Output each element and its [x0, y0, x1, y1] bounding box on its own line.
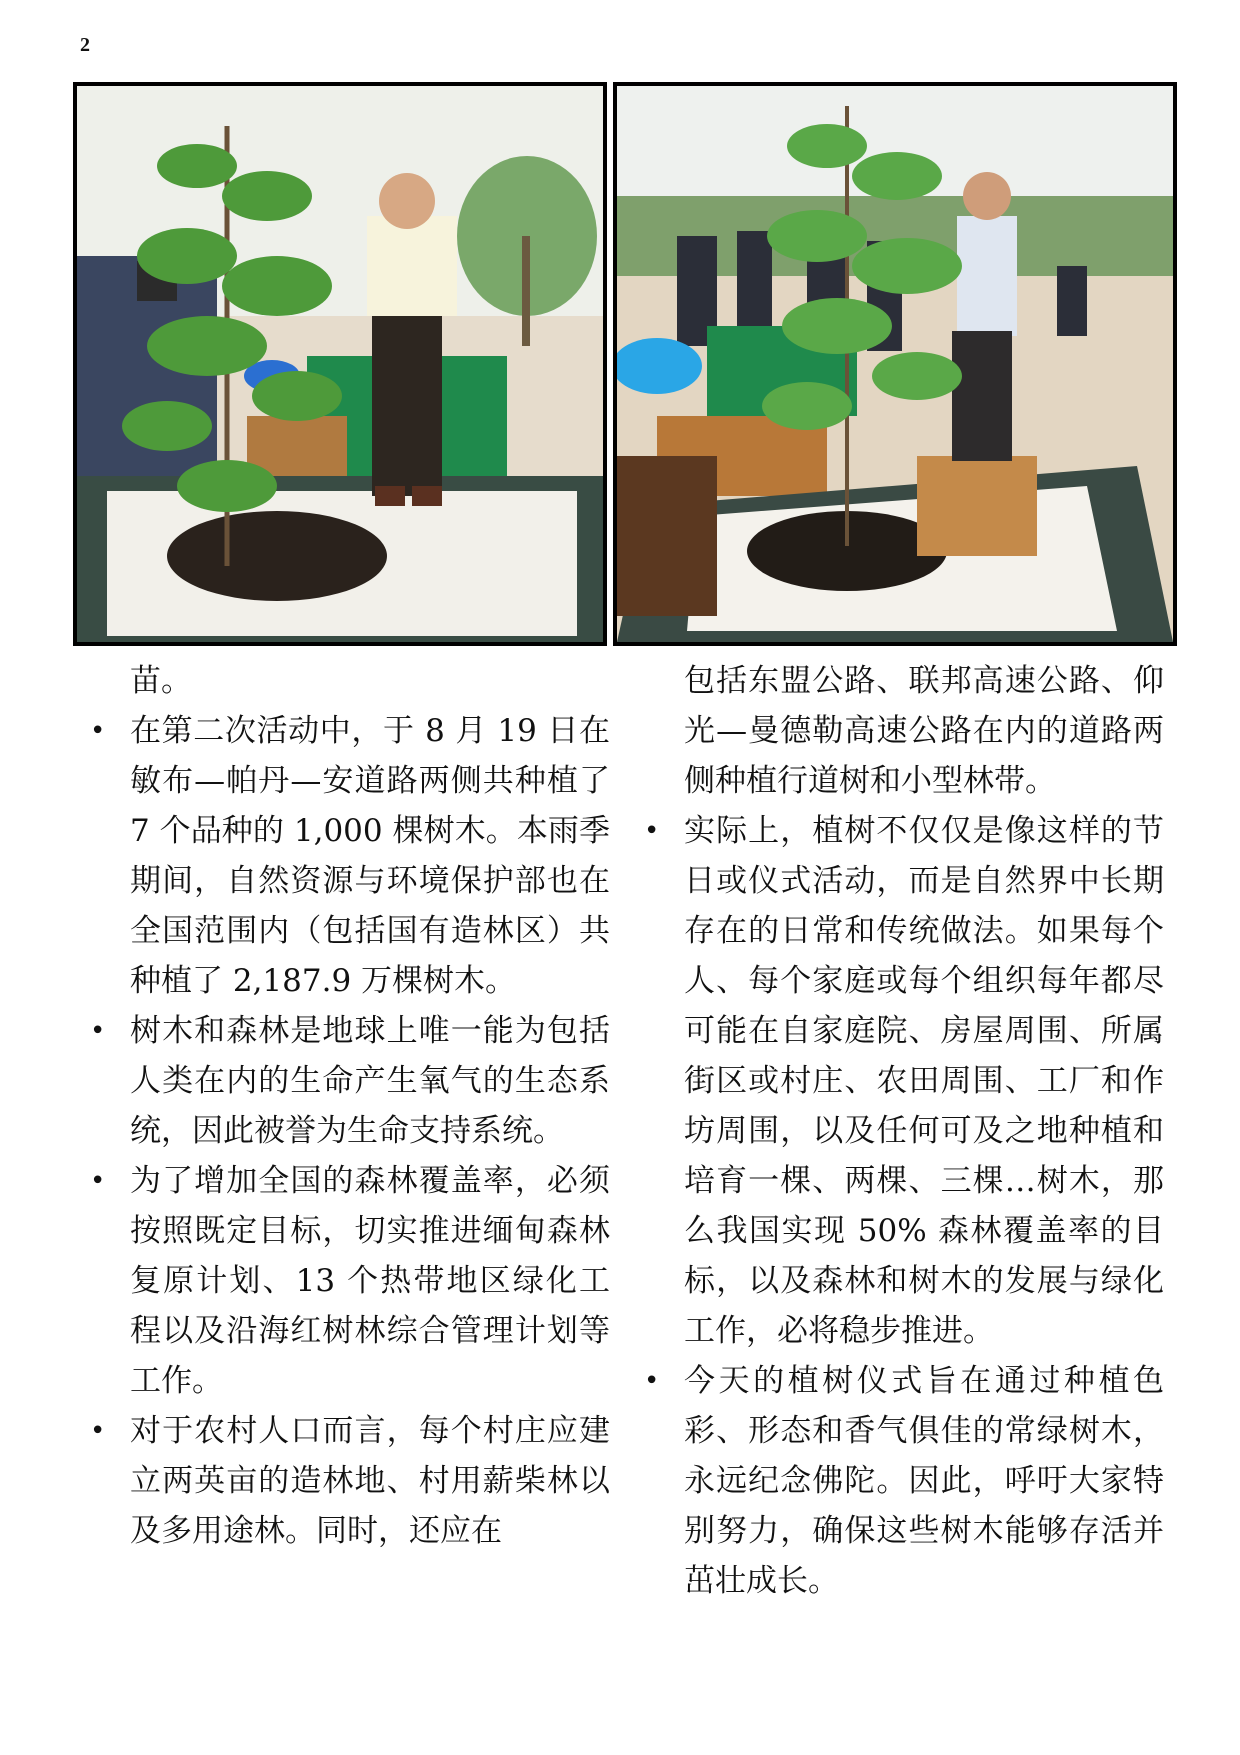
bullet-text: 为了增加全国的森林覆盖率，必须按照既定目标，切实推进缅甸森林复原计划、13 个热带地区绿化工程以及沿海红树林综合管理计划等工作。	[130, 1163, 610, 1399]
bullet-item	[86, 1406, 610, 1556]
bullet-icon: •	[90, 716, 106, 746]
tree-planting-photo-left	[73, 82, 607, 646]
bullet-text: 树木和森林是地球上唯一能为包括人类在内的生命产生氧气的生态系统，因此被誉为生命支持系统。	[130, 1013, 610, 1149]
bullet-icon: •	[90, 1016, 106, 1046]
bullet-text: 对于农村人口而言，每个村庄应建立两英亩的造林地、村用薪柴林以及多用途林。同时，还应在	[130, 1413, 610, 1549]
bullet-item	[86, 1006, 610, 1156]
bullet-text: 实际上，植树不仅仅是像这样的节日或仪式活动，而是自然界中长期存在的日常和传统做法。如果每个人、每个家庭或每个组织每年都尽可能在自家庭院、房屋周围、所属街区或村庄、农田周围、工厂和作坊周围，以及任何可及之地种植和培育一棵、两棵、三棵…树木，那么我国实现 50% 森林覆盖率的目标，以及森林和树木的发展与绿化工作，必将稳步推进。	[684, 813, 1164, 1349]
bullet-icon: •	[644, 1366, 660, 1396]
bullet-item	[86, 1156, 610, 1406]
bullet-icon: •	[90, 1416, 106, 1446]
text-column-right	[640, 656, 1164, 1606]
text-column-left	[86, 656, 610, 1556]
page-number: 2	[80, 34, 90, 56]
bullet-icon: •	[644, 816, 660, 846]
continuation-paragraph: 包括东盟公路、联邦高速公路、仰光—曼德勒高速公路在内的道路两侧种植行道树和小型林带。	[684, 663, 1164, 799]
bullet-item	[86, 706, 610, 1006]
bullet-text: 在第二次活动中，于 8 月 19 日在敏布—帕丹—安道路两侧共种植了 7 个品种的 1,000 棵树木。本雨季期间，自然资源与环境保护部也在全国范围内（包括国有造林区）共种植了 2,187.9 万棵树木。	[130, 713, 610, 999]
bullet-text: 今天的植树仪式旨在通过种植色彩、形态和香气俱佳的常绿树木，永远纪念佛陀。因此，呼吁大家特别努力，确保这些树木能够存活并茁壮成长。	[684, 1363, 1164, 1599]
bullet-item	[640, 806, 1164, 1356]
bullet-icon: •	[90, 1166, 106, 1196]
bullet-item	[640, 1356, 1164, 1606]
continuation-paragraph: 苗。	[130, 663, 192, 699]
tree-planting-photo-right	[613, 82, 1177, 646]
